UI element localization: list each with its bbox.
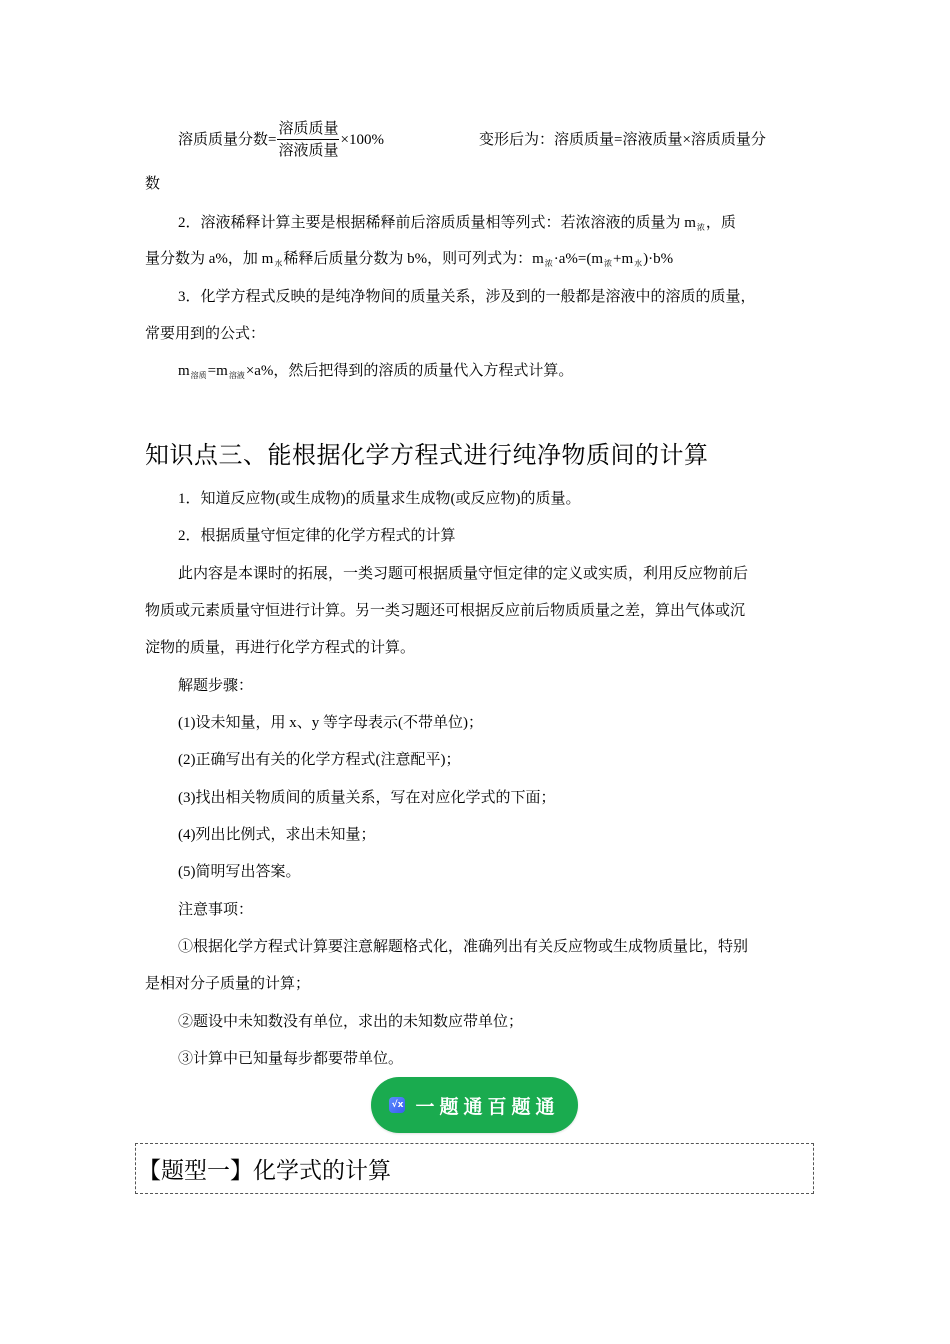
step-item: (2)正确写出有关的化学方程式(注意配平)； xyxy=(178,752,461,768)
question-type-box xyxy=(135,1143,814,1194)
section3-para-line2: 物质或元素质量守恒进行计算。另一类习题还可根据反应前后物质质量之差，算出气体或沉 xyxy=(145,603,746,619)
point2-text: 量分数为 a%，加 m xyxy=(145,251,274,267)
fraction-denominator: 溶液质量 xyxy=(278,143,339,160)
point2-text: ，质 xyxy=(705,215,736,231)
formula-wrap-tail: 数 xyxy=(145,176,161,192)
point2-text: ·a%=(m xyxy=(553,251,604,267)
step-item: (4)列出比例式，求出未知量； xyxy=(178,827,376,843)
question-type-title: 【题型一】化学式的计算 xyxy=(138,1158,391,1184)
point2-text: 2．溶液稀释计算主要是根据稀释前后溶质质量相等列式：若浓溶液的质量为 m xyxy=(178,215,696,231)
formula-fraction xyxy=(277,119,339,162)
point3-line2: 常要用到的公式： xyxy=(145,326,266,342)
formula-text: m xyxy=(178,363,190,379)
subscript: 浓 xyxy=(604,259,613,268)
subscript: 水 xyxy=(274,259,283,268)
banner-label: 一题通百题通 xyxy=(415,1095,560,1118)
step-item: (3)找出相关物质间的质量关系，写在对应化学式的下面； xyxy=(178,790,556,806)
section3-item1: 1．知道反应物(或生成物)的质量求生成物(或反应物)的质量。 xyxy=(178,491,581,507)
section3-para-line1: 此内容是本课时的拓展，一类习题可根据质量守恒定律的定义或实质，利用反应物前后 xyxy=(178,566,749,582)
formula-text: =m xyxy=(207,363,228,379)
note-item-continued: 是相对分子质量的计算； xyxy=(145,976,311,992)
subscript: 浓 xyxy=(696,223,705,232)
point2-line2 xyxy=(145,249,673,274)
step-item: (1)设未知量，用 x、y 等字母表示(不带单位)； xyxy=(178,715,483,731)
steps-title: 解题步骤： xyxy=(178,678,254,694)
point2-text: 稀释后质量分数为 b%，则可列式为：m xyxy=(283,251,544,267)
subscript: 水 xyxy=(634,259,643,268)
point2-text: +m xyxy=(613,251,634,267)
mass-fraction-formula xyxy=(178,118,384,162)
step-item: (5)简明写出答案。 xyxy=(178,864,301,880)
note-item: ①根据化学方程式计算要注意解题格式化，准确列出有关反应物或生成物质量比，特别 xyxy=(178,939,749,955)
notes-title: 注意事项： xyxy=(178,902,254,918)
subscript: 溶液 xyxy=(228,371,245,380)
point3-formula xyxy=(178,361,573,386)
point2-text: )·b% xyxy=(643,251,674,267)
sqrt-x-icon: √x xyxy=(389,1097,405,1113)
formula-transform-text: 变形后为：溶质质量=溶液质量×溶质质量分 xyxy=(479,132,766,148)
section-heading: 知识点三、能根据化学方程式进行纯净物质间的计算 xyxy=(145,440,709,469)
subscript: 溶质 xyxy=(190,371,207,380)
point3-line1: 3．化学方程式反映的是纯净物间的质量关系，涉及到的一般都是溶液中的溶质的质量， xyxy=(178,289,756,305)
fraction-numerator: 溶质质量 xyxy=(277,119,339,140)
section3-item2: 2．根据质量守恒定律的化学方程式的计算 xyxy=(178,528,456,544)
formula-lhs: 溶质质量分数= xyxy=(178,132,277,148)
formula-text: ×a%，然后把得到的溶质的质量代入方程式计算。 xyxy=(245,363,574,379)
note-item: ②题设中未知数没有单位，求出的未知数应带单位； xyxy=(178,1014,524,1030)
formula-times-100: ×100% xyxy=(340,132,384,148)
subscript: 浓 xyxy=(544,259,553,268)
section3-para-line3: 淀物的质量，再进行化学方程式的计算。 xyxy=(145,640,416,656)
point2-line1 xyxy=(178,213,736,238)
note-item: ③计算中已知量每步都要带单位。 xyxy=(178,1051,404,1067)
one-question-banner-button[interactable] xyxy=(371,1077,578,1133)
